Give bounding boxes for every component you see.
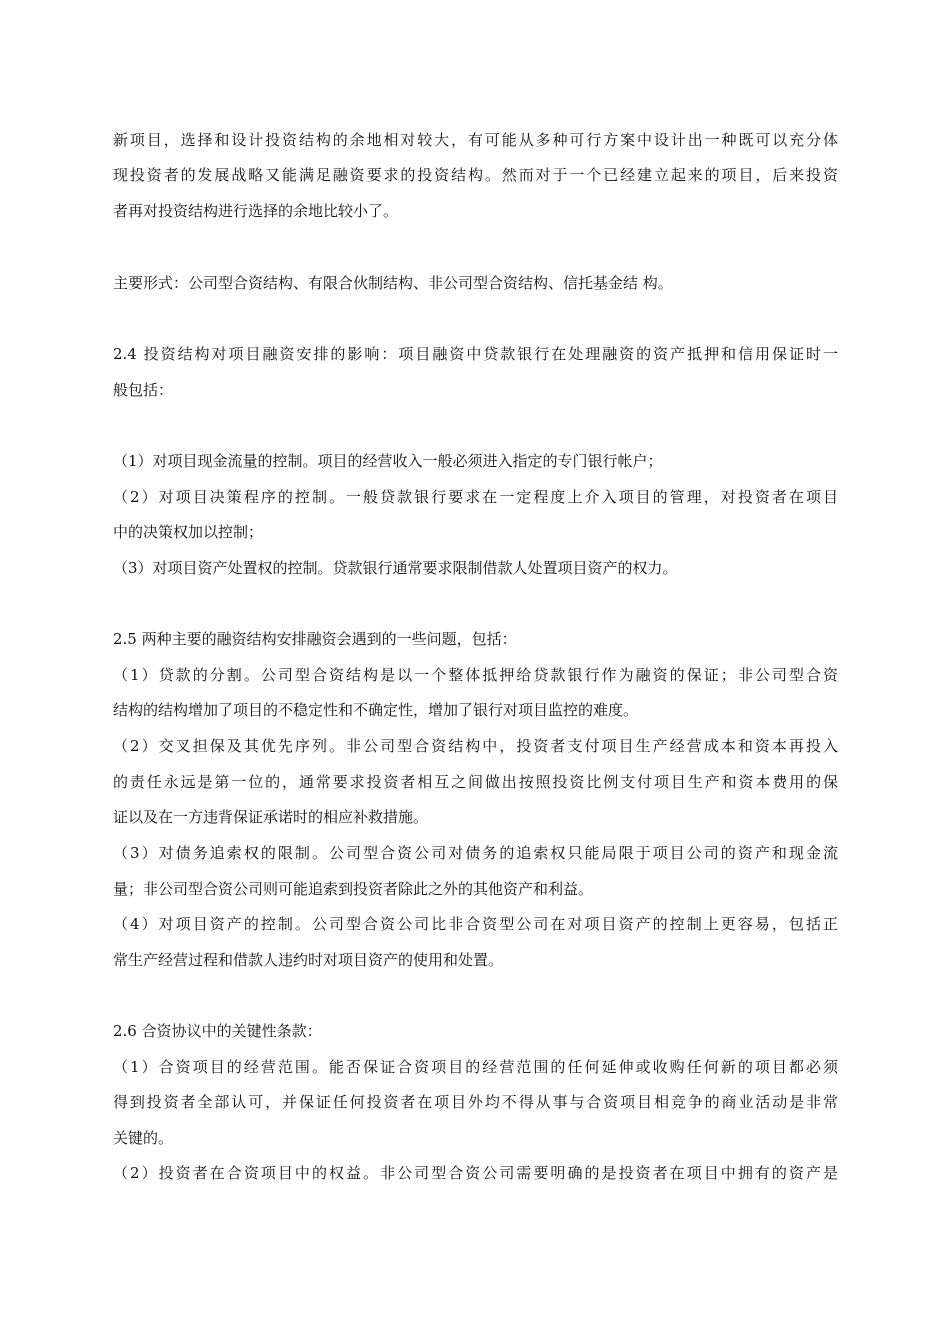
text-line: 的责任永远是第一位的，通常要求投资者相互之间做出按照投资比例支付项目生产和资本费用的保 — [113, 773, 838, 791]
text-line: 关键的。 — [113, 1129, 174, 1147]
text-line: 新项目，选择和设计投资结构的余地相对较大，有可能从多种可行方案中设计出一种既可以充分体 — [113, 131, 838, 149]
text-line: 得到投资者全部认可，并保证任何投资者在项目外均不得从事与合资项目相竞争的商业活动是非常 — [113, 1093, 838, 1111]
text-line: 2.4 投资结构对项目融资安排的影响：项目融资中贷款银行在处理融资的资产抵押和信用保证时一 — [113, 345, 838, 363]
text-line: 常生产经营过程和借款人违约时对项目资产的使用和处置。 — [113, 951, 504, 969]
section-heading: 2.6 合资协议中的关键性条款： — [113, 1022, 322, 1040]
list-item: （4）对项目资产的控制。公司型合资公司比非合资型公司在对项目资产的控制上更容易，包括正 — [113, 915, 838, 933]
section-heading: 2.5 两种主要的融资结构安排融资会遇到的一些问题，包括： — [113, 630, 517, 648]
text-line: 量；非公司型合资公司则可能追索到投资者除此之外的其他资产和利益。 — [113, 880, 594, 898]
list-item: （1）对项目现金流量的控制。项目的经营收入一般必须进入指定的专门银行帐户； — [113, 452, 663, 470]
list-item: （1）贷款的分割。公司型合资结构是以一个整体抵押给贷款银行作为融资的保证；非公司型合资 — [113, 666, 838, 684]
list-item: （1）合资项目的经营范围。能否保证合资项目的经营范围的任何延伸或收购任何新的项目都必须 — [113, 1058, 838, 1076]
list-item: （3）对债务追索权的限制。公司型合资公司对债务的追索权只能局限于项目公司的资产和现金流 — [113, 844, 838, 862]
text-line: 证以及在一方违背保证承诺时的相应补救措施。 — [113, 808, 429, 826]
list-item: （2）投资者在合资项目中的权益。非公司型合资公司需要明确的是投资者在项目中拥有的资产是 — [113, 1164, 838, 1182]
list-item: （2）对项目决策程序的控制。一般贷款银行要求在一定程度上介入项目的管理，对投资者在项目 — [113, 488, 838, 506]
text-line: 结构的结构增加了项目的不稳定性和不确定性，增加了银行对项目监控的难度。 — [113, 701, 639, 719]
text-line: 现投资者的发展战略又能满足融资要求的投资结构。然而对于一个已经建立起来的项目，后来投资 — [113, 166, 838, 184]
text-line: 主要形式：公司型合资结构、有限合伙制结构、非公司型合资结构、信托基金结 构。 — [113, 274, 673, 292]
list-item: （2）交叉担保及其优先序列。非公司型合资结构中，投资者支付项目生产经营成本和资本再投入 — [113, 737, 838, 755]
text-line: 般包括： — [113, 381, 174, 399]
text-line: 者再对投资结构进行选择的余地比较小了。 — [113, 202, 399, 220]
text-line: 中的决策权加以控制； — [113, 523, 264, 541]
list-item: （3）对项目资产处置权的控制。贷款银行通常要求限制借款人处置项目资产的权力。 — [113, 559, 678, 577]
